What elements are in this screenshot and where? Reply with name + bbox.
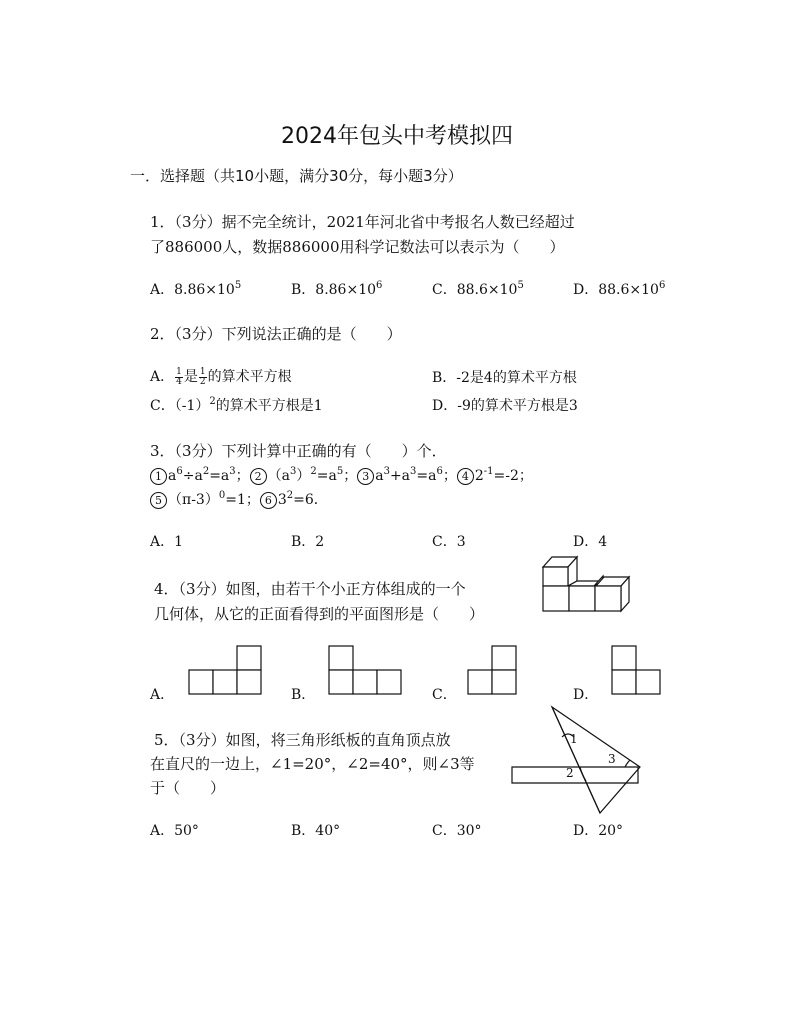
q4-option-a-figure[interactable] — [187, 645, 263, 695]
q5-option-d[interactable]: D．20° — [573, 823, 624, 839]
q1-option-a[interactable]: A．$8.86\times 10^5$ — [150, 280, 242, 298]
q3-option-c[interactable]: C．3 — [432, 534, 466, 550]
q3-option-a[interactable]: A．1 — [150, 534, 184, 550]
q3-statements-line1: 1 $a^6\div a^2=a^3$； 2 $(a^3)^2=a^5$； 3 $a^3+a^3=a^6$； 4 $2^{-1}=-2$； — [150, 465, 533, 485]
angle-1-label: 1 — [570, 732, 578, 746]
q5-option-a[interactable]: A．50° — [150, 823, 199, 839]
fraction: $\frac{1}{2}$ — [199, 366, 206, 387]
q4-cube-solid-figure — [541, 552, 653, 612]
q1-option-b[interactable]: B．$8.86\times 10^6$ — [291, 280, 383, 298]
q5-stem-line3: 于（ ） — [150, 779, 226, 797]
q4-stem-line1: 4．（3分）如图，由若干个小正方体组成的一个 — [154, 580, 466, 598]
q4-option-b-figure[interactable] — [327, 645, 403, 695]
q4-option-b[interactable]: B． — [291, 687, 316, 703]
triangle — [552, 707, 640, 813]
q3-statements-line2: 5 $(\pi-3)^0=1$； 6 $3^2=6$． — [150, 489, 328, 509]
q4-option-d[interactable]: D． — [573, 687, 599, 703]
q3-option-b[interactable]: B．2 — [291, 534, 325, 550]
q3-stem: 3．（3分）下列计算中正确的有（ ）个． — [150, 442, 447, 460]
q2-option-b[interactable]: B．-2是4的算术平方根 — [432, 370, 577, 386]
q1-stem-line2: 了886000人，数据886000用科学记数法可以表示为（ ） — [150, 238, 565, 256]
q1-stem-line1: 1．（3分）据不完全统计，2021年河北省中考报名人数已经超过 — [150, 213, 575, 231]
angle-2-label: 2 — [566, 766, 574, 780]
page-title: 2024年包头中考模拟四 — [281, 124, 513, 149]
q5-option-c[interactable]: C．30° — [432, 823, 482, 839]
q4-stem-line2: 几何体，从它的正面看得到的平面图形是（ ） — [154, 605, 485, 623]
q1-option-c[interactable]: C．$88.6\times 10^5$ — [432, 280, 524, 298]
q3-option-d[interactable]: D．4 — [573, 534, 608, 550]
q5-stem-line1: 5．（3分）如图，将三角形纸板的直角顶点放 — [154, 731, 451, 749]
q2-stem: 2．（3分）下列说法正确的是（ ） — [150, 325, 402, 343]
q5-triangle-ruler-figure — [510, 705, 645, 815]
q2-option-a[interactable]: A． $\frac{1}{4}$ 是 $\frac{1}{2}$ 的算术平方根 — [150, 366, 292, 387]
fraction: $\frac{1}{4}$ — [176, 366, 182, 387]
q2-option-c[interactable]: C．$(-1)^2$的算术平方根是1 — [150, 396, 323, 414]
ruler — [512, 767, 638, 783]
q4-option-d-figure[interactable] — [610, 645, 664, 695]
q2-option-d[interactable]: D．-9的算术平方根是3 — [432, 398, 578, 414]
q5-option-b[interactable]: B．40° — [291, 823, 341, 839]
q4-option-c[interactable]: C． — [432, 687, 457, 703]
section-heading: 一．选择题（共10小题，满分30分，每小题3分） — [130, 167, 463, 185]
q4-option-a[interactable]: A． — [150, 687, 175, 703]
q4-option-c-figure[interactable] — [466, 645, 520, 695]
q1-option-d[interactable]: D．$88.6\times 10^6$ — [573, 280, 666, 298]
q5-stem-line2: 在直尺的一边上，∠1=20°，∠2=40°，则∠3等 — [150, 755, 475, 773]
angle-3-label: 3 — [608, 752, 616, 766]
